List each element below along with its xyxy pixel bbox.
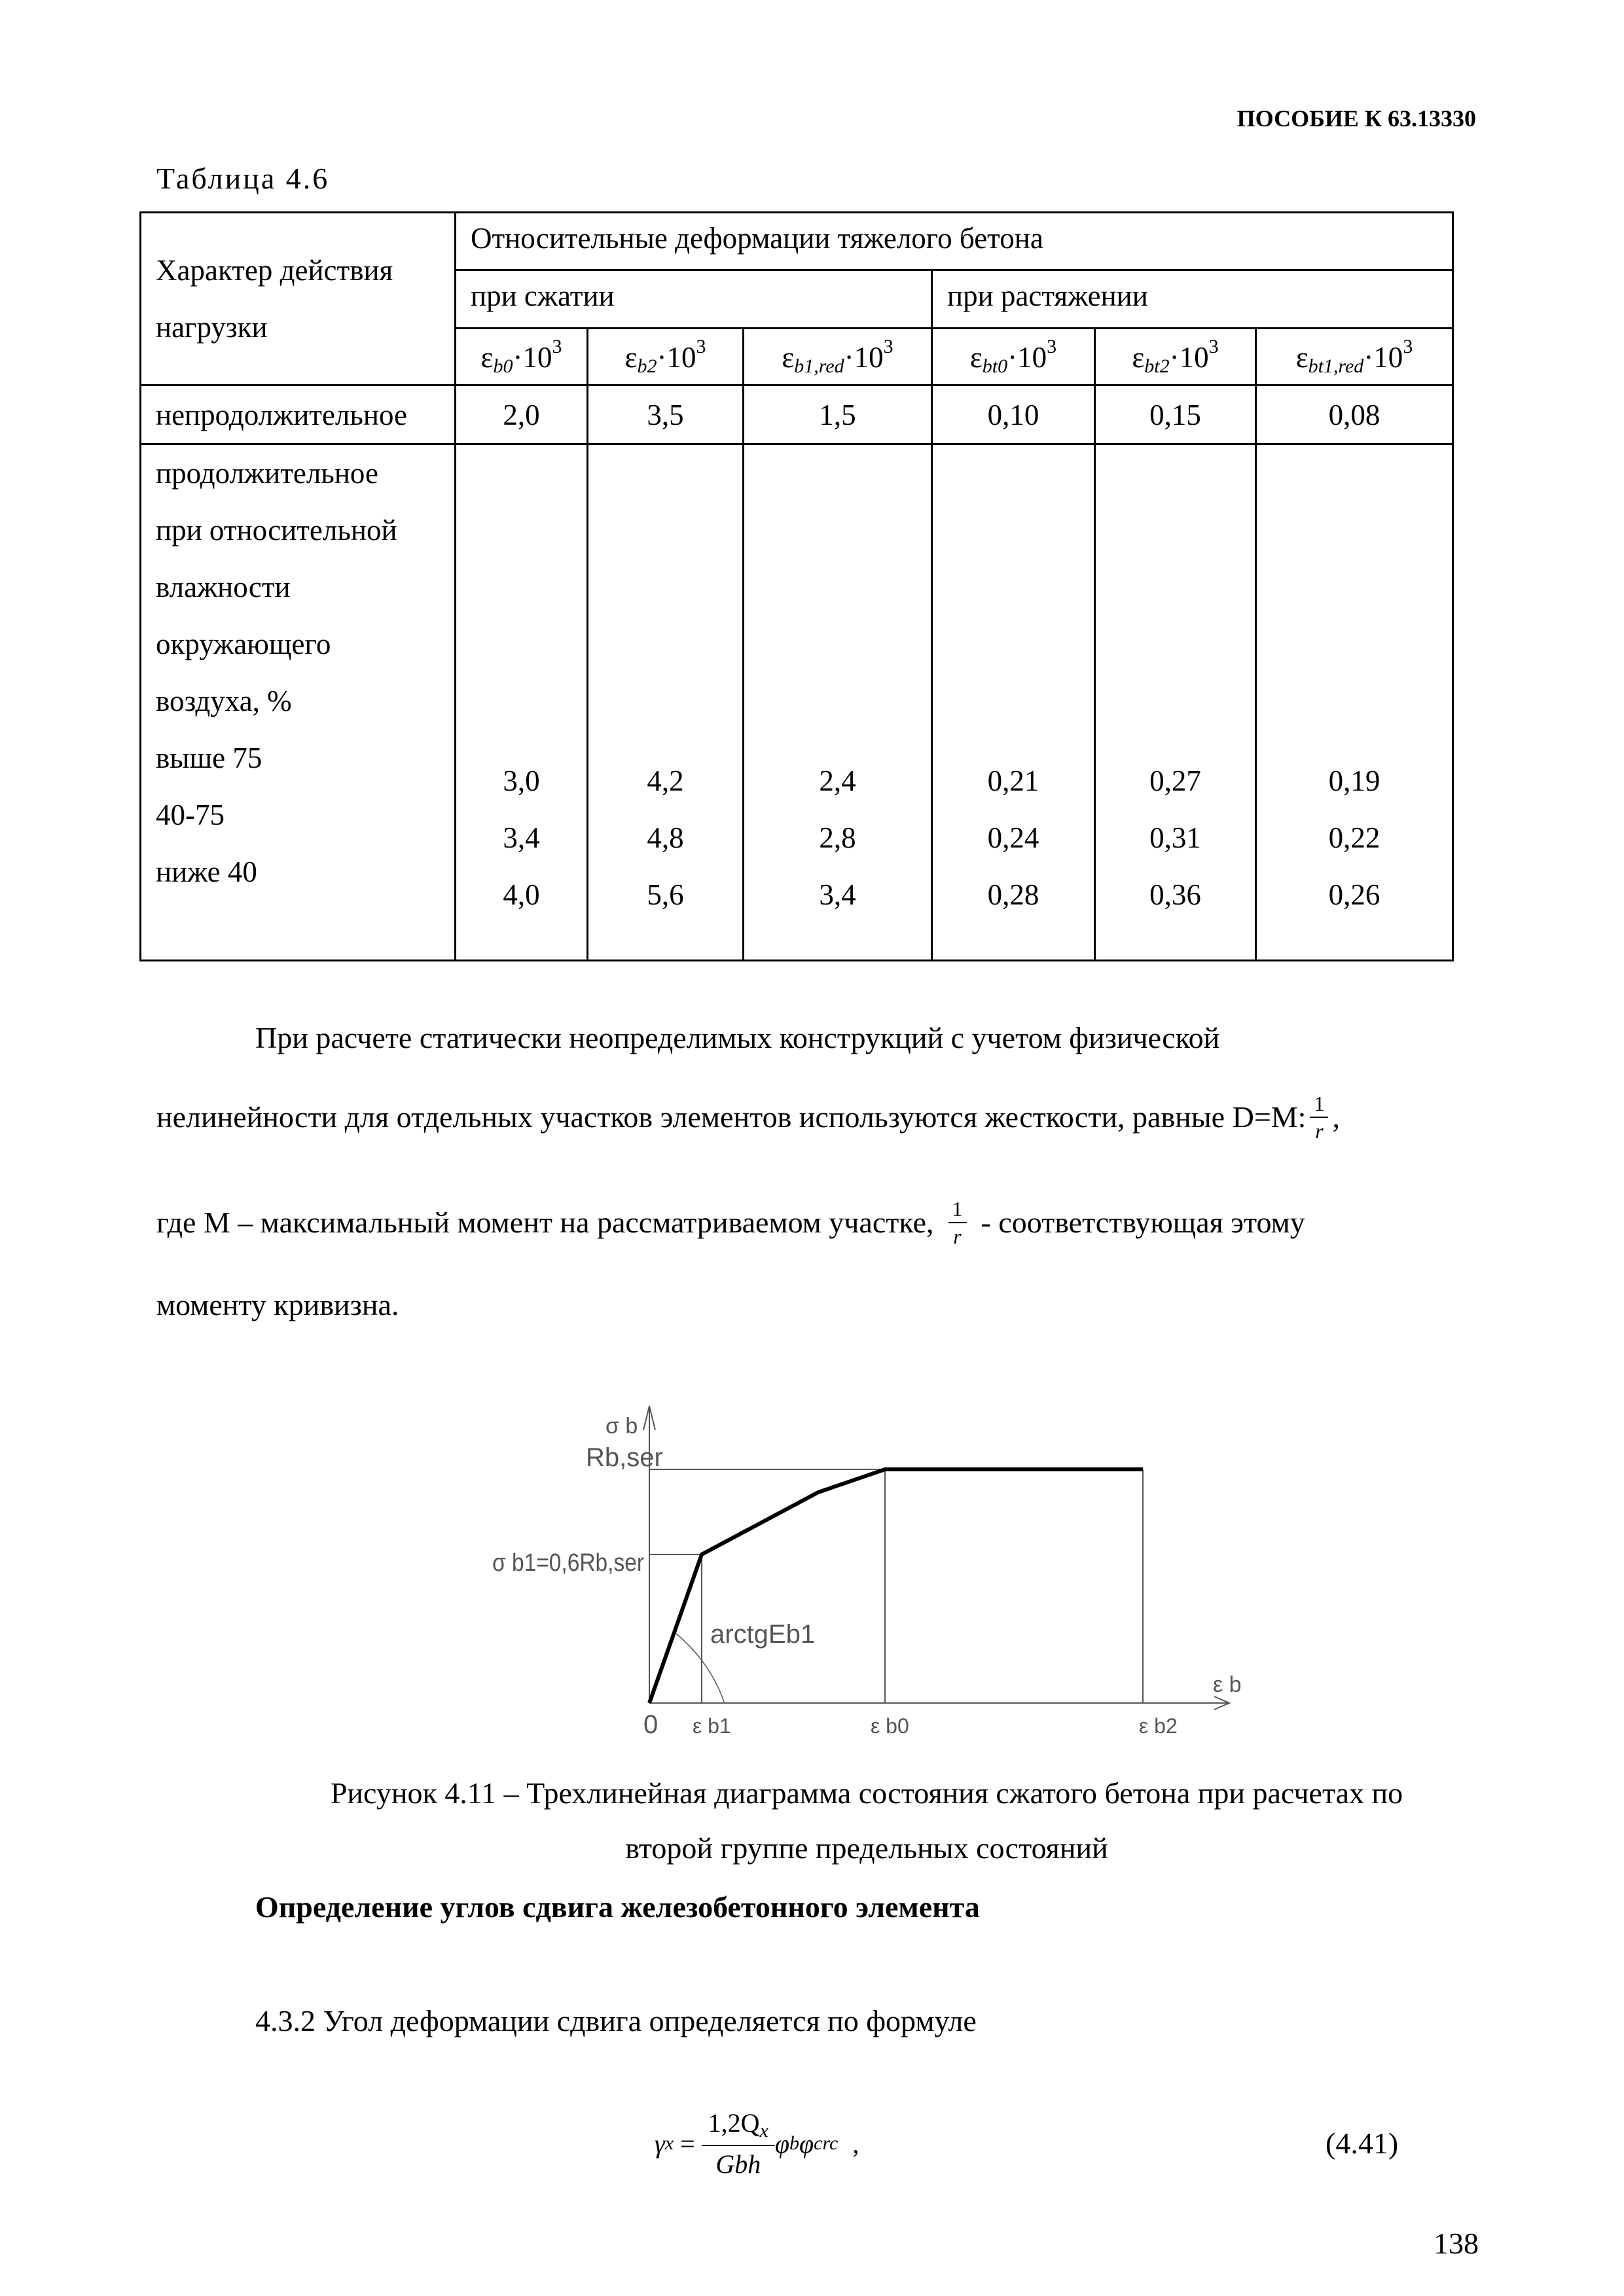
formula-denominator: Gbh bbox=[715, 2149, 761, 2179]
row-label-line: выше 75 bbox=[156, 742, 262, 774]
tension-header: при растяжении bbox=[932, 270, 1453, 329]
cell-value: 4,8 bbox=[647, 821, 684, 854]
row-label-short: непродолжительное bbox=[141, 386, 456, 444]
column-header-sub: bt0 bbox=[982, 355, 1008, 377]
origin-label: 0 bbox=[643, 1710, 659, 1739]
cell-value: 2,4 bbox=[819, 764, 856, 797]
fraction-numerator: 1 bbox=[948, 1196, 967, 1223]
cell-value: 0,27 bbox=[1149, 764, 1201, 797]
column-header-sym: ε bbox=[782, 341, 795, 374]
cell-value: 4,0 bbox=[503, 878, 540, 911]
formula-fraction bbox=[702, 2108, 775, 2179]
figure-caption-2: второй группе предельных состояний bbox=[625, 1831, 1108, 1865]
table-cell: 0,10 bbox=[932, 386, 1095, 444]
document-header: ПОСОБИЕ К 63.13330 bbox=[1236, 105, 1476, 132]
paragraph-line-2-text: нелинейности для отдельных участков элементов используются жесткости, равные D=M: bbox=[156, 1100, 1307, 1134]
table-cell: 0,08 bbox=[1256, 386, 1453, 444]
table-cell: 0,15 bbox=[1095, 386, 1256, 444]
diagram-curve bbox=[649, 1469, 1143, 1703]
cell-value: 0,21 bbox=[987, 764, 1039, 797]
fraction-denominator: r bbox=[953, 1225, 962, 1248]
paragraph-line-3-end: - соответствующая этому bbox=[981, 1206, 1305, 1239]
arctg-label: arctgEb1 bbox=[710, 1620, 816, 1649]
cell-value: 0,28 bbox=[987, 878, 1039, 911]
column-header-sub: bt1,red bbox=[1308, 355, 1364, 377]
cell-value: 3,4 bbox=[819, 878, 856, 911]
cell-value: 3,0 bbox=[503, 764, 540, 797]
formula-numerator-sub: x bbox=[759, 2120, 768, 2142]
row-label-line: влажности bbox=[156, 571, 291, 603]
column-header-sub: b0 bbox=[493, 355, 513, 377]
table-cell: 1,5 bbox=[744, 386, 932, 444]
formula-phi-crc: φ bbox=[799, 2128, 814, 2159]
compression-header: при сжатии bbox=[456, 270, 932, 329]
formula-lhs-sub: x bbox=[664, 2132, 674, 2154]
formula-4-41: γ x = $1,2Q_x$ Gbh φ b φ crc , bbox=[655, 2108, 859, 2179]
cell-value: 3,4 bbox=[503, 821, 540, 854]
section-heading: Определение углов сдвига железобетонного элемента bbox=[255, 1890, 980, 1924]
column-header-sub: bt2 bbox=[1144, 355, 1170, 377]
column-header-mult: ·10 bbox=[1007, 341, 1047, 374]
column-header-sup: 3 bbox=[883, 336, 893, 357]
eb0-label: ε b0 bbox=[871, 1714, 909, 1738]
group-header: Относительные деформации тяжелого бетона bbox=[456, 213, 1453, 270]
table-cell: 3,5 bbox=[588, 386, 744, 444]
rbser-label: Rb,ser bbox=[586, 1443, 663, 1472]
clause-text: 4.3.2 Угол деформации сдвига определяется по формуле bbox=[255, 2004, 977, 2037]
y-axis-label: σ b bbox=[605, 1414, 638, 1439]
column-header-mult: ·10 bbox=[1169, 341, 1209, 374]
row-label-line: ниже 40 bbox=[156, 855, 257, 888]
column-header-sub: b2 bbox=[637, 355, 657, 377]
fraction-numerator: 1 bbox=[1310, 1090, 1328, 1118]
column-header-sym: ε bbox=[480, 341, 494, 374]
cell-value: 5,6 bbox=[647, 878, 684, 911]
cell-value: 0,26 bbox=[1328, 878, 1380, 911]
formula-number: (4.41) bbox=[1326, 2126, 1399, 2160]
sigma-b1-label: σ b1=0,6Rb,ser bbox=[492, 1549, 645, 1577]
row-label-line: при относительной bbox=[156, 514, 397, 547]
formula-phi-crc-sub: crc bbox=[814, 2132, 839, 2154]
paragraph-line-4: моменту кривизна. bbox=[156, 1288, 399, 1321]
cell-value: 4,2 bbox=[647, 764, 684, 797]
column-header-sup: 3 bbox=[696, 336, 706, 357]
column-header-sup: 3 bbox=[1403, 336, 1413, 357]
cell-value: 0,36 bbox=[1149, 878, 1201, 911]
cell-value: 2,8 bbox=[819, 821, 856, 854]
column-header-mult: ·10 bbox=[657, 341, 696, 374]
figure-caption-1: Рисунок 4.11 – Трехлинейная диаграмма состояния сжатого бетона при расчетах по bbox=[330, 1776, 1403, 1810]
column-header-mult: ·10 bbox=[1363, 341, 1403, 374]
x-axis-label: ε b bbox=[1213, 1672, 1242, 1697]
formula-phi-b-sub: b bbox=[789, 2132, 800, 2154]
column-header-sym: ε bbox=[1295, 341, 1308, 374]
column-header-sup: 3 bbox=[1208, 336, 1219, 357]
column-header-sym: ε bbox=[624, 341, 638, 374]
eb1-label: ε b1 bbox=[693, 1714, 731, 1738]
row-label-line: продолжительное bbox=[156, 457, 378, 490]
column-header-sup: 3 bbox=[1047, 336, 1057, 357]
paragraph-line-3-text: где М – максимальный момент на рассматриваемом участке, bbox=[156, 1206, 934, 1239]
formula-lhs: γ bbox=[655, 2128, 665, 2159]
formula-comma: , bbox=[852, 2128, 859, 2159]
row-label-line: воздуха, % bbox=[156, 685, 292, 717]
eb2-label: ε b2 bbox=[1139, 1714, 1178, 1738]
row-label-line: 40-75 bbox=[156, 798, 225, 831]
row-label-line: окружающего bbox=[156, 628, 331, 660]
column-header-mult: ·10 bbox=[513, 341, 552, 374]
page-number: 138 bbox=[1434, 2227, 1479, 2260]
column-header-sup: 3 bbox=[552, 336, 562, 357]
cell-value: 0,24 bbox=[987, 821, 1039, 854]
formula-phi-b: φ bbox=[774, 2128, 790, 2159]
cell-value: 0,31 bbox=[1149, 821, 1201, 854]
formula-numerator: 1,2Q bbox=[708, 2108, 760, 2138]
cell-value: 0,22 bbox=[1328, 821, 1380, 854]
table-title: Таблица 4.6 bbox=[156, 162, 330, 195]
table-cell: 2,0 bbox=[456, 386, 588, 444]
fraction-denominator: r bbox=[1315, 1119, 1324, 1143]
paragraph-line-2-end: , bbox=[1332, 1100, 1340, 1134]
load-header: Характер действия нагрузки bbox=[141, 213, 456, 386]
column-header-sym: ε bbox=[1132, 341, 1145, 374]
column-header-mult: ·10 bbox=[844, 341, 884, 374]
column-header-sym: ε bbox=[969, 341, 983, 374]
paragraph-line-1: При расчете статически неопределимых конструкций с учетом физической bbox=[255, 1021, 1220, 1054]
column-header-sub: b1,red bbox=[794, 355, 844, 377]
cell-value: 0,19 bbox=[1328, 764, 1380, 797]
